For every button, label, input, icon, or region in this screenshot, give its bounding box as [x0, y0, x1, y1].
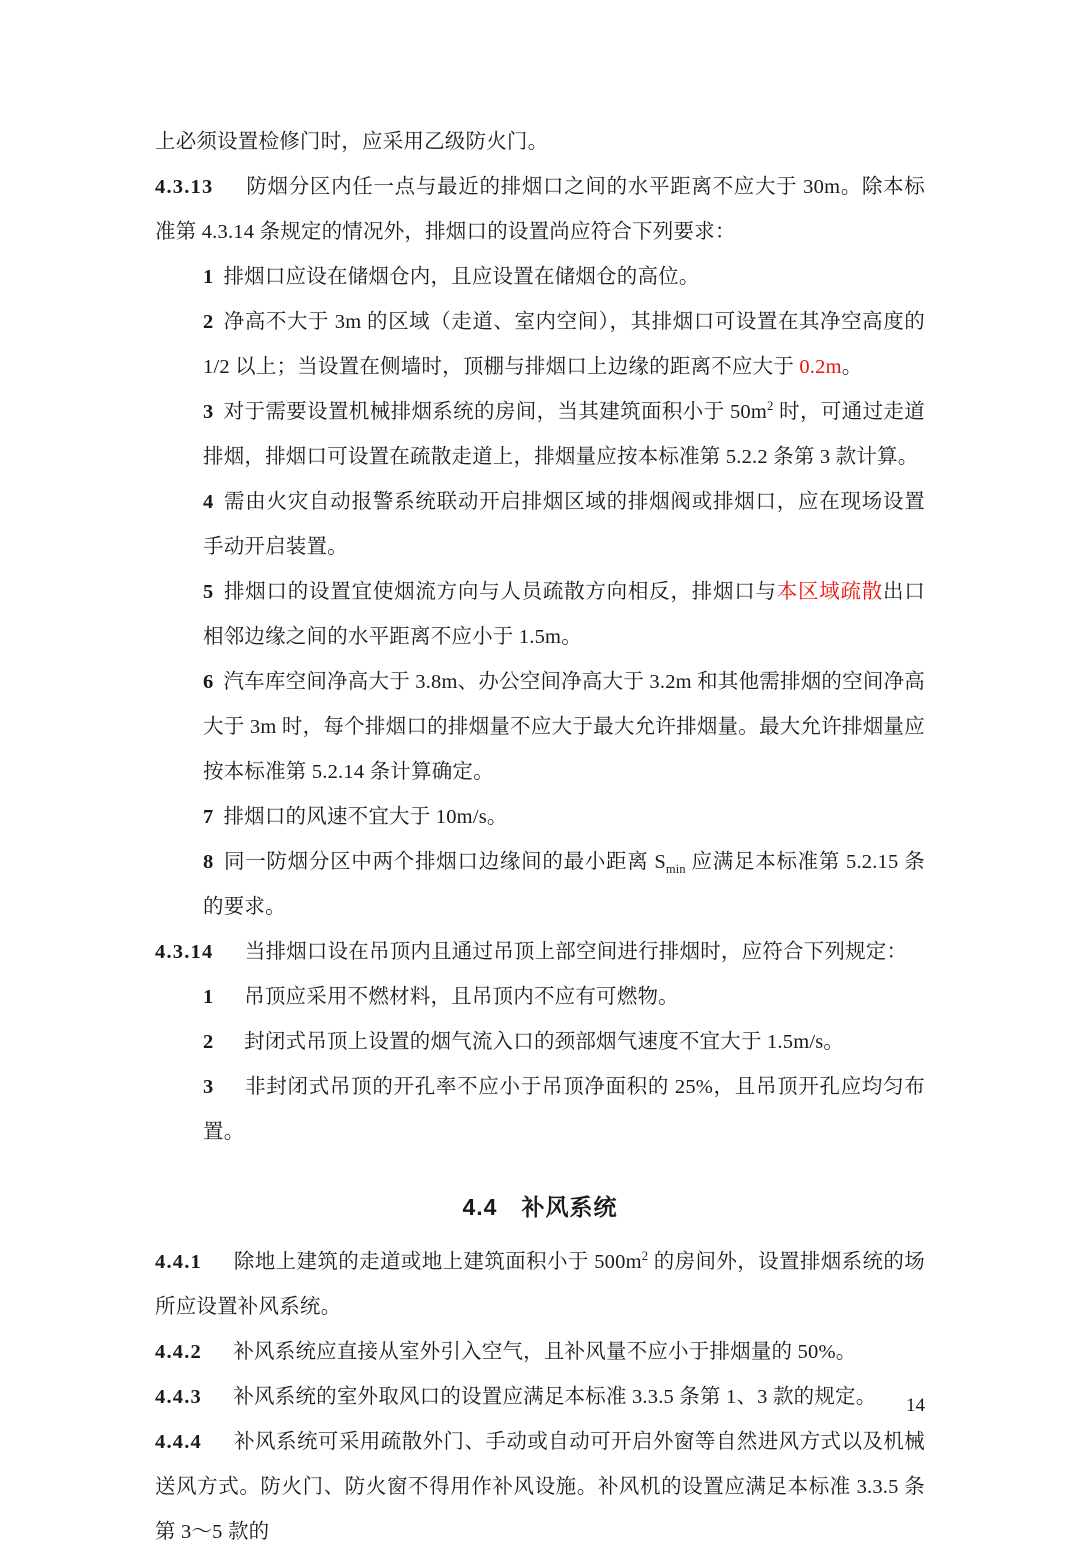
- clause-text: 补风系统的室外取风口的设置应满足本标准 3.3.5 条第 1、3 款的规定。: [233, 1386, 877, 1408]
- item-text-after: 出口相邻边缘之间的水平距离不应小于 1.5m。: [203, 581, 926, 648]
- clause-4-4-1: [155, 1240, 925, 1330]
- item-4-3-13-5: [155, 570, 925, 660]
- item-text: 需由火灾自动报警系统联动开启排烟区域的排烟阀或排烟口，应在现场设置手动开启装置。: [203, 491, 925, 558]
- item-4-3-13-4: [155, 480, 925, 570]
- item-4-3-13-2: [155, 300, 925, 390]
- item-number: 6: [203, 671, 214, 693]
- clause-text: 当排烟口设在吊顶内且通过吊顶上部空间进行排烟时，应符合下列规定：: [244, 941, 908, 963]
- item-text-a: 同一防烟分区中两个排烟口边缘间的最小距离 S: [223, 851, 666, 873]
- item-number: 2: [203, 311, 214, 333]
- item-number: 4: [203, 491, 214, 513]
- clause-4-4-2: [155, 1330, 925, 1375]
- item-text: 排烟口的风速不宜大于 10m/s。: [223, 806, 508, 828]
- item-text: 汽车库空间净高大于 3.8m、办公空间净高大于 3.2m 和其他需排烟的空间净高大于 3m 时，每个排烟口的排烟量不应大于最大允许排烟量。最大允许排烟量应按本标准第 5.2.14 条计算确定。: [203, 671, 925, 783]
- item-4-3-14-1: [155, 975, 925, 1020]
- item-text: 非封闭式吊顶的开孔率不应小于吊顶净面积的 25%，且吊顶开孔应均匀布置。: [203, 1076, 926, 1143]
- item-number: 2: [203, 1031, 214, 1053]
- clause-text-b: 的房间外，设置排烟系统的场所应设置补风系统。: [155, 1251, 925, 1318]
- item-text: 排烟口应设在储烟仓内，且应设置在储烟仓的高位。: [223, 266, 700, 288]
- subscript: min: [665, 862, 686, 877]
- clause-number: 4.4.1: [155, 1251, 202, 1273]
- item-number: 3: [203, 1076, 214, 1098]
- clause-text: 防烟分区内任一点与最近的排烟口之间的水平距离不应大于 30m。除本标准第 4.3.14 条规定的情况外，排烟口的设置尚应符合下列要求：: [155, 176, 926, 243]
- clause-number: 4.3.14: [155, 941, 214, 963]
- item-highlight-value: 0.2m: [799, 356, 842, 378]
- item-4-3-13-8: [155, 840, 925, 930]
- superscript: 2: [641, 1249, 649, 1264]
- item-4-3-14-2: [155, 1020, 925, 1065]
- clause-text-a: 除地上建筑的走道或地上建筑面积小于 500m: [233, 1251, 642, 1273]
- item-text-after: 。: [841, 356, 863, 378]
- clause-text: 补风系统可采用疏散外门、手动或自动可开启外窗等自然进风方式以及机械送风方式。防火门、防火窗不得用作补风设施。补风机的设置应满足本标准 3.3.5 条第 3～5 款的: [155, 1431, 926, 1543]
- item-text: 封闭式吊顶上设置的烟气流入口的颈部烟气速度不宜大于 1.5m/s。: [244, 1031, 845, 1053]
- clause-4-4-4: [155, 1420, 925, 1555]
- item-number: 7: [203, 806, 214, 828]
- item-text-a: 对于需要设置机械排烟系统的房间，当其建筑面积小于 50m: [223, 401, 768, 423]
- page-number: 14: [906, 1395, 925, 1416]
- clause-number: 4.4.2: [155, 1341, 202, 1363]
- item-4-3-14-3: [155, 1065, 925, 1155]
- clause-4-3-14: [155, 930, 925, 975]
- item-4-3-13-1: [155, 255, 925, 300]
- item-number: 1: [203, 266, 214, 288]
- paragraph-continuation: [155, 120, 925, 165]
- clause-text: 补风系统应直接从室外引入空气，且补风量不应小于排烟量的 50%。: [233, 1341, 857, 1363]
- item-text-before: 净高不大于 3m 的区域（走道、室内空间），其排烟口可设置在其净空高度的 1/2 以上；当设置在侧墙时，顶棚与排烟口上边缘的距离不应大于: [203, 311, 925, 378]
- clause-number: 4.4.3: [155, 1386, 202, 1408]
- paragraph-text: 上必须设置检修门时，应采用乙级防火门。: [155, 131, 549, 153]
- clause-4-4-3: [155, 1375, 925, 1420]
- item-text: 吊顶应采用不燃材料，且吊顶内不应有可燃物。: [244, 986, 679, 1008]
- item-4-3-13-6: [155, 660, 925, 795]
- item-number: 3: [203, 401, 214, 423]
- page-content: [155, 120, 925, 1555]
- section-heading: 4.4 补风系统: [462, 1194, 618, 1220]
- clause-number: 4.4.4: [155, 1431, 202, 1453]
- item-text-b: 时，可通过走道排烟，排烟口可设置在疏散走道上，排烟量应按本标准第 5.2.2 条第 3 款计算。: [203, 401, 926, 468]
- item-text-before: 排烟口的设置宜使烟流方向与人员疏散方向相反，排烟口与: [223, 581, 777, 603]
- clause-number: 4.3.13: [155, 176, 214, 198]
- item-number: 5: [203, 581, 214, 603]
- item-number: 8: [203, 851, 214, 873]
- clause-4-3-13: [155, 165, 925, 255]
- item-4-3-13-3: [155, 390, 925, 480]
- item-4-3-13-7: [155, 795, 925, 840]
- superscript: 2: [767, 399, 774, 414]
- item-number: 1: [203, 986, 214, 1008]
- item-highlight-value: 本区域疏散: [776, 581, 884, 603]
- item-text-b: 应满足本标准第 5.2.15 条的要求。: [203, 851, 925, 918]
